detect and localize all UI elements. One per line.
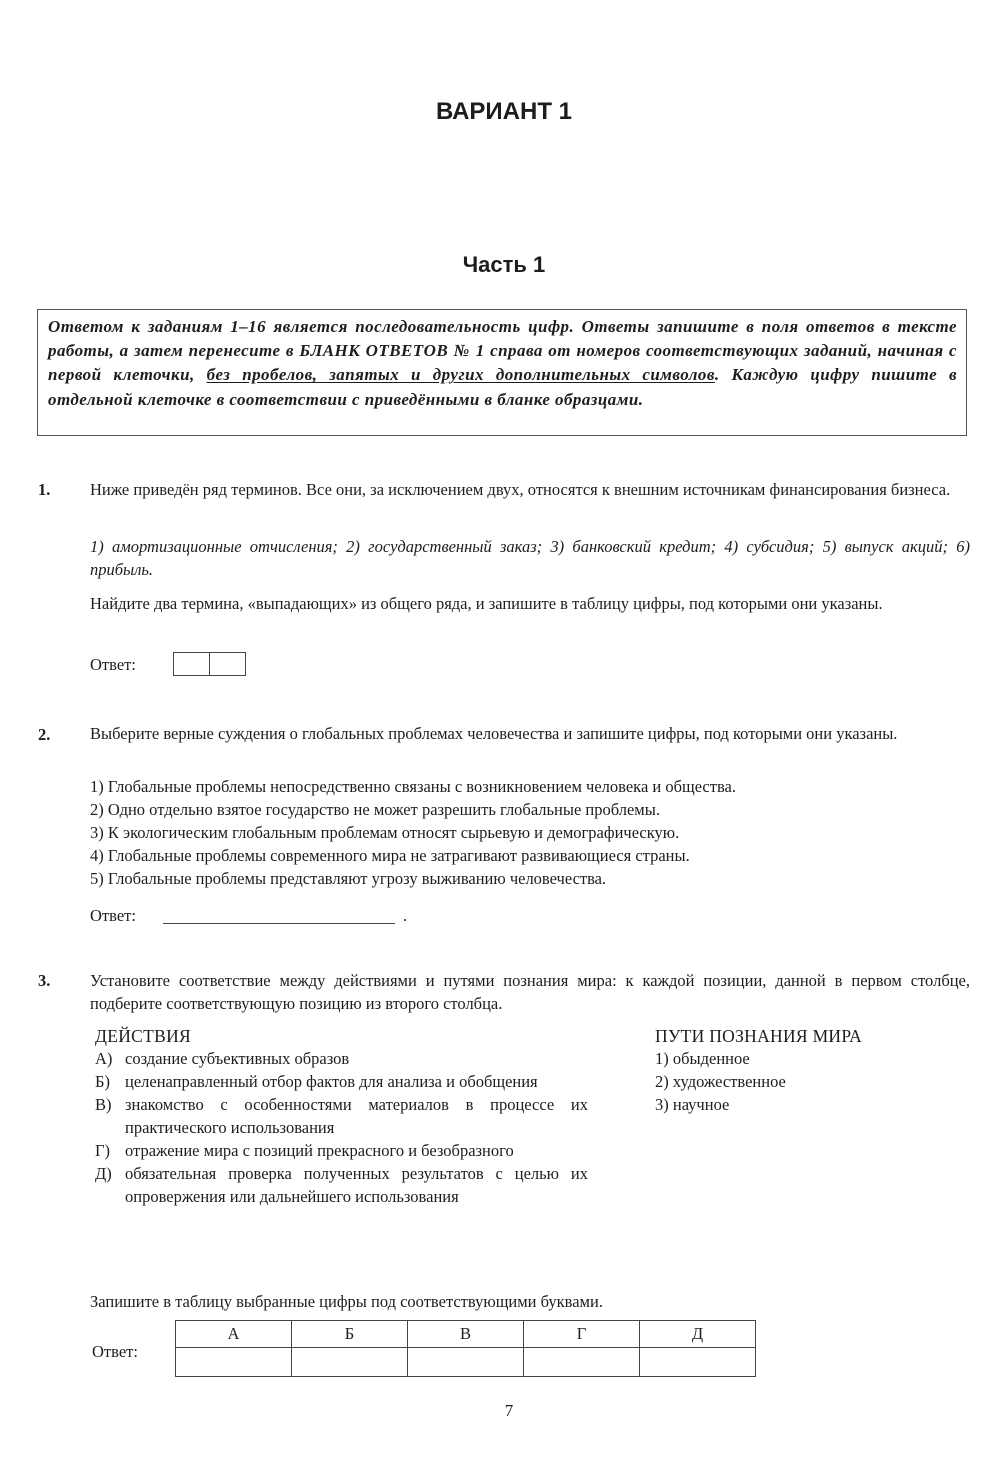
instructions-underlined: без пробелов, запятых и других дополнительных символов bbox=[206, 365, 715, 385]
answer-cell[interactable] bbox=[640, 1348, 756, 1377]
q2-option: 1) Глобальные проблемы непосредственно связаны с возникновением человека и общества. bbox=[90, 777, 736, 796]
q2-option: 5) Глобальные проблемы представляют угрозу выживанию человечества. bbox=[90, 869, 607, 888]
q2-options bbox=[90, 775, 970, 890]
q3-left-item bbox=[95, 1162, 588, 1208]
answer-cell[interactable] bbox=[408, 1348, 524, 1377]
answer-cell[interactable] bbox=[176, 1348, 292, 1377]
item-text: знакомство с особенностями материалов в процессе их практического использования bbox=[125, 1095, 588, 1137]
q3-text: Установите соответствие между действиями и путями познания мира: к каждой позиции, данной в первом столбце, подберите соответствующую позицию из второго столбца. bbox=[90, 971, 970, 1013]
instructions-text: Ответом к заданиям 1–16 является последовательность цифр. Ответы запишите в поля ответов в тексте работы, а затем перенесите в БЛАНК ОТВЕТОВ № 1 справа от номеров соответствующих заданий, начиная с первой клеточки, bbox=[48, 317, 957, 385]
q3-left-item bbox=[95, 1047, 588, 1070]
q2-answer-line[interactable] bbox=[163, 923, 395, 924]
q1-terms: 1) амортизационные отчисления; 2) государственный заказ; 3) банковский кредит; 4) субсидия; 5) выпуск акций; 6) прибыль. bbox=[90, 537, 970, 579]
q3-left-item bbox=[95, 1139, 588, 1162]
table-header-row bbox=[176, 1321, 756, 1348]
item-key: А) bbox=[95, 1049, 113, 1068]
table-header-cell: В bbox=[408, 1321, 524, 1348]
q3-left-header: ДЕЙСТВИЯ bbox=[95, 1026, 192, 1046]
q2-option: 4) Глобальные проблемы современного мира не затрагивают развивающиеся страны. bbox=[90, 846, 690, 865]
item-key: В) bbox=[95, 1095, 112, 1114]
q1-number: 1. bbox=[38, 480, 51, 499]
table-header-cell: Д bbox=[640, 1321, 756, 1348]
q3-right-item: 2) художественное bbox=[655, 1072, 786, 1091]
q2-text: Выберите верные суждения о глобальных проблемах человечества и запишите цифры, под которыми они указаны. bbox=[90, 724, 898, 743]
q1-text: Ниже приведён ряд терминов. Все они, за исключением двух, относятся к внешним источникам финансирования бизнеса. bbox=[90, 480, 951, 499]
q3-right-header: ПУТИ ПОЗНАНИЯ МИРА bbox=[655, 1026, 863, 1046]
q3-answer-label: Ответ: bbox=[92, 1342, 138, 1361]
q3-left-item bbox=[95, 1093, 588, 1139]
table-header-cell: А bbox=[176, 1321, 292, 1348]
q1-answer-cells[interactable] bbox=[173, 652, 246, 676]
q1-task: Найдите два термина, «выпадающих» из общего ряда, и запишите в таблицу цифры, под которыми они указаны. bbox=[90, 594, 883, 613]
item-text: целенаправленный отбор фактов для анализа и обобщения bbox=[125, 1072, 538, 1091]
q3-actions-column bbox=[95, 1026, 588, 1208]
item-text: отражение мира с позиций прекрасного и безобразного bbox=[125, 1141, 514, 1160]
q3-number: 3. bbox=[38, 971, 51, 990]
q2-option: 2) Одно отдельно взятое государство не может разрешить глобальные проблемы. bbox=[90, 800, 660, 819]
part-title: Часть 1 bbox=[462, 252, 546, 277]
table-answer-row bbox=[176, 1348, 756, 1377]
instructions-text-end: . Каждую цифру пишите в отдельной клеточке в соответствии с приведёнными в бланке образцами. bbox=[48, 365, 958, 409]
q3-right-item: 3) научное bbox=[655, 1095, 730, 1114]
instructions-box bbox=[37, 309, 967, 436]
item-text: обязательная проверка полученных результатов с целью их опровержения или дальнейшего использования bbox=[125, 1164, 588, 1206]
answer-cell[interactable] bbox=[292, 1348, 408, 1377]
q2-answer-period: . bbox=[403, 906, 408, 925]
item-key: Д) bbox=[95, 1164, 112, 1183]
q3-right-item: 1) обыденное bbox=[655, 1049, 750, 1068]
table-header-cell: Г bbox=[524, 1321, 640, 1348]
q2-number: 2. bbox=[38, 725, 51, 744]
q2-answer-label: Ответ: bbox=[90, 906, 136, 925]
variant-title: ВАРИАНТ 1 bbox=[435, 98, 573, 125]
item-text: создание субъективных образов bbox=[125, 1049, 350, 1068]
q3-answer-table bbox=[175, 1320, 756, 1377]
q2-option: 3) К экологическим глобальным проблемам относят сырьевую и демографическую. bbox=[90, 823, 680, 842]
item-key: Г) bbox=[95, 1141, 111, 1160]
answer-cell[interactable] bbox=[210, 653, 245, 675]
q3-table-note: Запишите в таблицу выбранные цифры под соответствующими буквами. bbox=[90, 1292, 603, 1311]
table-header-cell: Б bbox=[292, 1321, 408, 1348]
q1-answer-label: Ответ: bbox=[90, 655, 136, 674]
page-number: 7 bbox=[504, 1401, 514, 1420]
item-key: Б) bbox=[95, 1072, 110, 1091]
answer-cell[interactable] bbox=[524, 1348, 640, 1377]
q3-ways-column bbox=[655, 1026, 955, 1116]
q3-left-item bbox=[95, 1070, 588, 1093]
answer-cell[interactable] bbox=[174, 653, 210, 675]
